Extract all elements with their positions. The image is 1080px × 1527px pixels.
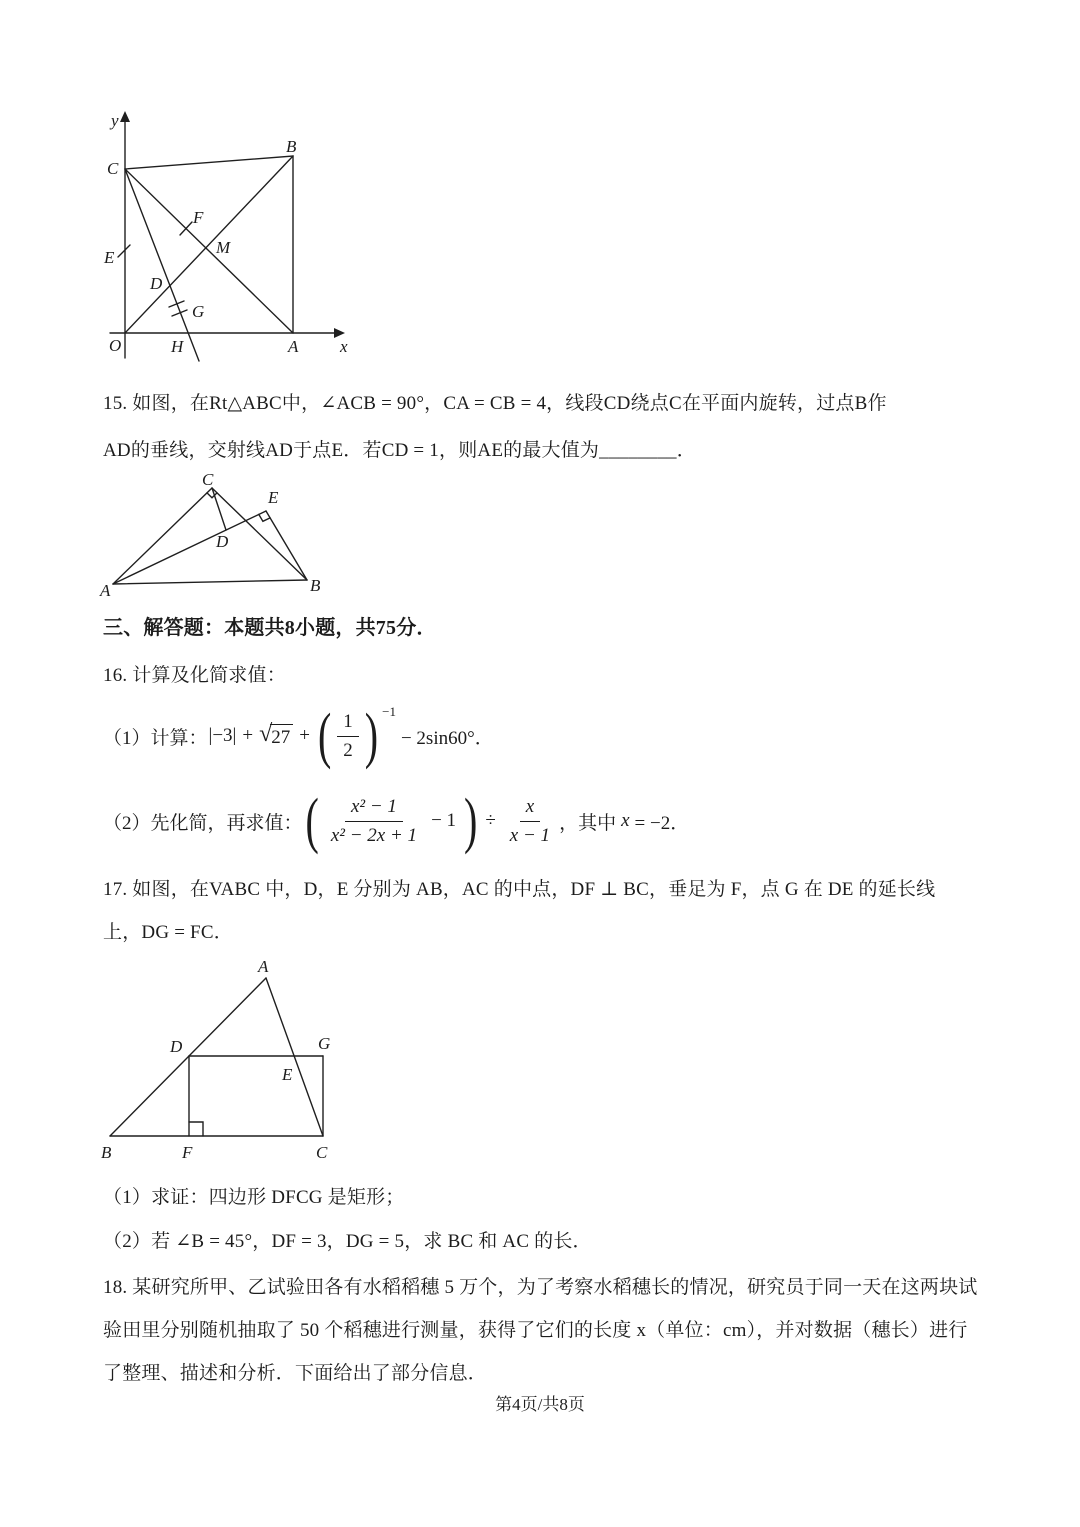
- q16-part1-expression: [103, 700, 499, 771]
- segment-AC: [266, 978, 323, 1136]
- label-point-D: D: [170, 1037, 183, 1056]
- segment-BA: [110, 978, 266, 1136]
- q16-title: 16. 计算及化简求值：: [103, 665, 286, 686]
- q16-part1-tail: − 2sin60°．: [400, 727, 494, 749]
- division-operator: ÷: [485, 810, 496, 831]
- figure1-labels: [103, 111, 348, 356]
- label-point-G: G: [192, 302, 205, 321]
- square-and-lines: [118, 156, 293, 361]
- q17-sub2: （2）若 ∠B = 45°，DF = 3，DG = 5，求 BC 和 AC 的长．: [103, 1231, 592, 1252]
- exponent-negative-one: −1: [382, 704, 396, 719]
- right-paren: ): [364, 700, 379, 771]
- left-paren: (: [317, 700, 332, 771]
- q18-line3: 了整理、描述和分析．下面给出了部分信息．: [103, 1363, 488, 1384]
- page-footer: 第4页/共8页: [495, 1395, 585, 1414]
- fraction-denominator: x² − 2x + 1: [330, 824, 418, 846]
- fraction-rational-expression: [325, 796, 423, 847]
- q16-part2-prefix: （2）先化简，再求值：: [103, 812, 303, 834]
- variable-x: x: [621, 810, 630, 831]
- label-point-D: D: [150, 274, 163, 293]
- fraction-one-half: [337, 711, 359, 762]
- label-point-H: H: [171, 337, 184, 356]
- q18-line2: 验田里分别随机抽取了 50 个稻穗进行测量，获得了它们的长度 x（单位：cm），并对数据（穗长）进行: [103, 1320, 968, 1341]
- label-point-D: D: [216, 532, 229, 551]
- segment-AC: [113, 488, 212, 584]
- q16-part2-tail-text: ，其中: [559, 812, 617, 834]
- radical-sign: √: [259, 720, 273, 747]
- radicand: 27: [270, 724, 293, 749]
- label-point-E: E: [282, 1065, 293, 1084]
- figure-right-triangle-abc: [98, 470, 330, 606]
- fraction-numerator: x: [520, 796, 540, 822]
- label-point-F: F: [182, 1143, 193, 1162]
- q17-line1: 17. 如图，在VABC 中，D，E 分别为 AB，AC 的中点，DF ⊥ BC，垂足为 F，点 G 在 DE 的延长线: [103, 879, 936, 900]
- label-point-C: C: [202, 470, 214, 489]
- label-point-C: C: [107, 159, 119, 178]
- label-point-M: M: [216, 238, 231, 257]
- fraction-x-over-x-minus-1: [504, 796, 556, 847]
- q18-line1: 18. 某研究所甲、乙试验田各有水稻稻穗 5 万个，为了考察水稻穗长的情况，研究员于同一天在这两块试: [103, 1277, 978, 1298]
- q15-line2: AD的垂线，交射线AD于点E．若CD = 1，则AE的最大值为________．: [103, 440, 696, 461]
- triangle-rectangle-lines: [110, 978, 323, 1136]
- right-paren: ): [464, 785, 478, 856]
- q16-part2-tail-value: = −2．: [634, 812, 690, 834]
- fraction-numerator: 1: [337, 711, 359, 737]
- segment-AB: [113, 580, 307, 584]
- label-point-B: B: [310, 576, 321, 595]
- fraction-denominator: x − 1: [509, 824, 551, 846]
- right-angle-mark-F: [189, 1122, 203, 1136]
- y-axis-arrow-icon: [120, 111, 130, 122]
- label-point-A: A: [288, 337, 299, 356]
- q17-line2: 上，DG = FC．: [103, 922, 233, 943]
- absolute-value-term: |−3|: [208, 725, 237, 746]
- diagonal-OB: [125, 156, 293, 333]
- label-point-C: C: [316, 1143, 328, 1162]
- figure-triangle-rectangle-dfcg: [98, 956, 350, 1168]
- label-point-F: F: [193, 208, 204, 227]
- square-root-term: [259, 720, 293, 749]
- q15-line1: 15. 如图，在Rt△ABC中，∠ACB = 90°，CA = CB = 4，线段CD绕点C在平面内旋转，过点B作: [103, 393, 887, 414]
- tick-at-E: [118, 245, 130, 257]
- label-point-E: E: [268, 488, 279, 507]
- diagonal-CA: [125, 169, 293, 333]
- section3-heading: 三、解答题：本题共8小题，共75分．: [103, 617, 437, 639]
- label-axis-x: x: [340, 337, 348, 356]
- q16-part1-prefix: （1）计算：: [103, 727, 208, 749]
- label-point-B: B: [286, 137, 297, 156]
- label-point-E: E: [104, 248, 115, 267]
- plus-operator: +: [242, 725, 254, 746]
- q16-part2-expression: [103, 786, 689, 856]
- fraction-numerator: x² − 1: [345, 796, 403, 822]
- label-axis-y: y: [111, 111, 119, 130]
- fraction-denominator: 2: [343, 739, 353, 761]
- minus-one-term: − 1: [431, 810, 457, 831]
- line-C-through-H: [125, 169, 199, 361]
- label-point-G: G: [318, 1034, 331, 1053]
- q17-sub1: （1）求证：四边形 DFCG 是矩形；: [103, 1187, 405, 1208]
- label-point-A: A: [258, 957, 269, 976]
- axis-arrowheads: [120, 111, 345, 338]
- label-point-B: B: [101, 1143, 112, 1162]
- segment-AE: [113, 511, 266, 584]
- plus-operator-2: +: [299, 725, 310, 746]
- label-point-O: O: [109, 336, 122, 355]
- figure-coordinate-square: [98, 106, 350, 374]
- left-paren: (: [305, 785, 319, 856]
- label-point-A: A: [100, 581, 111, 600]
